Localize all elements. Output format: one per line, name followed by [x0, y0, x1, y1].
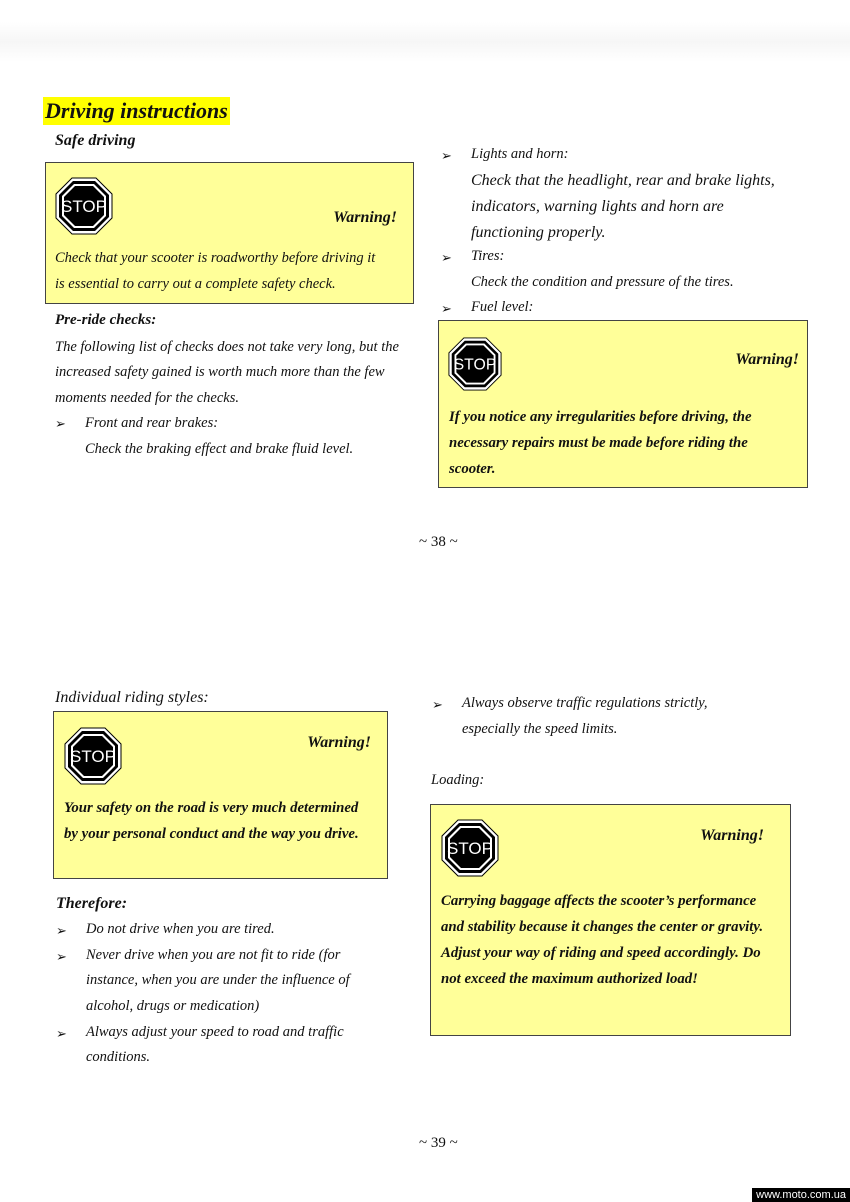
warning-text-line: If you notice any irregularities before driving, the	[449, 409, 752, 425]
preride-heading: Pre-ride checks:	[55, 312, 157, 328]
lights-line: functioning properly.	[471, 224, 606, 241]
bullet-arrow-icon: ➢	[441, 250, 452, 265]
stop-label: STOP	[70, 747, 116, 766]
warning-label: Warning!	[307, 734, 371, 751]
warning-label: Warning!	[700, 827, 764, 844]
page-number: ~ 39 ~	[419, 1135, 458, 1151]
therefore-bullet: Always adjust your speed to road and traffic	[86, 1024, 344, 1040]
therefore-bullet-cont: instance, when you are under the influence of	[86, 972, 350, 988]
bullet-arrow-icon: ➢	[56, 1026, 67, 1041]
stop-label: STOP	[447, 839, 493, 858]
preride-line: moments needed for the checks.	[55, 390, 240, 406]
warning-text-line: by your personal conduct and the way you drive.	[64, 826, 359, 842]
warning-text-line: necessary repairs must be made before riding the	[449, 435, 748, 451]
warning-text-line: Your safety on the road is very much determined	[64, 800, 359, 816]
brakes-label: Front and rear brakes:	[85, 415, 219, 431]
faint-header-band	[0, 22, 850, 62]
warning-text-line: and stability because it changes the center or gravity.	[441, 919, 764, 935]
warning-box-roadworthy	[45, 162, 414, 304]
lights-line: Check that the headlight, rear and brake lights,	[471, 172, 775, 189]
fuel-label: Fuel level:	[471, 299, 534, 315]
bullet-arrow-icon: ➢	[441, 148, 452, 163]
safe-driving-heading: Safe driving	[55, 132, 136, 149]
lights-line: indicators, warning lights and horn are	[471, 198, 724, 215]
page-number: ~ 38 ~	[419, 534, 458, 550]
loading-label: Loading:	[431, 772, 485, 788]
warning-box-loading	[430, 804, 791, 1036]
stop-sign-icon	[441, 819, 499, 877]
therefore-bullet: Never drive when you are not fit to ride (for	[86, 947, 341, 963]
stop-label: STOP	[61, 197, 107, 216]
warning-box-conduct	[53, 711, 388, 879]
therefore-bullet: Do not drive when you are tired.	[86, 921, 275, 937]
bullet-arrow-icon: ➢	[432, 697, 443, 712]
stop-sign-icon	[448, 337, 502, 391]
stop-sign-icon	[55, 177, 113, 235]
warning-text-line: is essential to carry out a complete safety check.	[55, 276, 336, 292]
warning-text-line: scooter.	[449, 461, 496, 477]
warning-text-line: Check that your scooter is roadworthy before driving it	[55, 250, 376, 266]
site-watermark: www.moto.com.ua	[752, 1188, 850, 1202]
bullet-arrow-icon: ➢	[55, 416, 66, 431]
therefore-bullet-cont: conditions.	[86, 1049, 151, 1065]
individual-styles-heading: Individual riding styles:	[55, 689, 209, 706]
warning-text-line: not exceed the maximum authorized load!	[441, 971, 698, 987]
bullet-arrow-icon: ➢	[441, 301, 452, 316]
stop-sign-icon	[64, 727, 122, 785]
brakes-text: Check the braking effect and brake fluid level.	[85, 441, 354, 457]
therefore-heading: Therefore:	[56, 895, 128, 912]
page-title: Driving instructions	[45, 98, 228, 123]
bullet-arrow-icon: ➢	[56, 923, 67, 938]
stop-label: STOP	[453, 356, 497, 374]
warning-label: Warning!	[333, 209, 397, 226]
therefore-bullet-cont: alcohol, drugs or medication)	[86, 998, 260, 1014]
observe-line: Always observe traffic regulations strictly,	[462, 695, 708, 711]
bullet-arrow-icon: ➢	[56, 949, 67, 964]
warning-box-irregularities	[438, 320, 808, 488]
preride-line: increased safety gained is worth much more than the few	[55, 364, 385, 380]
tires-text: Check the condition and pressure of the tires.	[471, 274, 734, 290]
observe-line: especially the speed limits.	[462, 721, 618, 737]
preride-line: The following list of checks does not take very long, but the	[55, 339, 399, 355]
warning-label: Warning!	[735, 351, 799, 368]
lights-label: Lights and horn:	[471, 146, 569, 162]
warning-text-line: Adjust your way of riding and speed accordingly. Do	[441, 945, 761, 961]
warning-text-line: Carrying baggage affects the scooter’s performance	[441, 893, 757, 909]
tires-label: Tires:	[471, 248, 505, 264]
